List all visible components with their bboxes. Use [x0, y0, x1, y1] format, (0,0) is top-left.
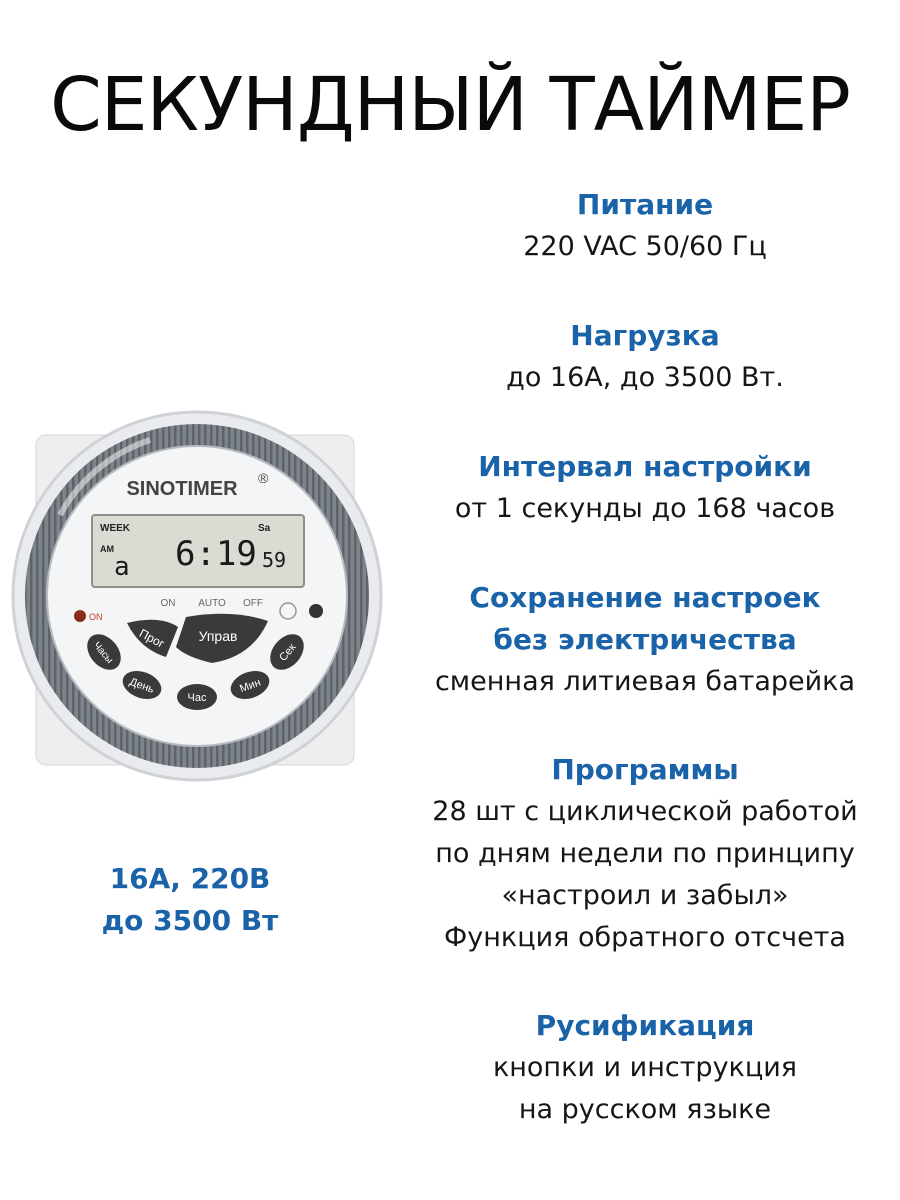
- spec-heading: Нагрузка: [570, 319, 720, 352]
- spec-interval: [410, 446, 880, 530]
- reset-button: [309, 604, 323, 618]
- spec-heading: Сохранение настроек: [469, 581, 821, 614]
- spec-value: на русском языке: [518, 1094, 772, 1125]
- spec-heading: Русификация: [535, 1009, 755, 1042]
- svg-text:Сек: Сек: [277, 641, 299, 664]
- timer-device-illustration: [0, 395, 400, 795]
- spec-heading: Интервал настройки: [478, 450, 812, 483]
- spec-heading: Питание: [576, 188, 714, 221]
- rating-label: [80, 858, 300, 942]
- svg-text:a: a: [114, 552, 130, 582]
- svg-text:Sa: Sa: [258, 523, 271, 534]
- power-led: [74, 610, 86, 622]
- svg-text:Управ: Управ: [198, 628, 238, 644]
- spec-load: [410, 315, 880, 399]
- brand-label: SINOTIMER: [126, 478, 238, 500]
- spec-localization: [410, 1005, 880, 1131]
- spec-value: Функция обратного отсчета: [444, 922, 846, 953]
- spec-power: [410, 184, 880, 268]
- spec-value: «настроил и забыл»: [501, 880, 789, 911]
- svg-text:Прог: Прог: [136, 626, 167, 651]
- spec-programs: [410, 749, 880, 959]
- svg-text:59: 59: [262, 548, 287, 572]
- svg-text:Мин: Мин: [238, 676, 263, 696]
- spec-value: до 16А, до 3500 Вт.: [506, 362, 784, 393]
- spec-memory: [410, 577, 880, 703]
- spec-list: [410, 184, 880, 1131]
- spec-heading: Программы: [551, 753, 739, 786]
- svg-text:AM: AM: [100, 544, 114, 554]
- svg-text:AUTO: AUTO: [198, 598, 226, 609]
- spec-heading-line2: без электричества: [493, 623, 797, 656]
- svg-text:ON: ON: [160, 598, 176, 609]
- spec-value: по дням недели по принципу: [435, 838, 855, 869]
- svg-text:ON: ON: [89, 612, 103, 622]
- spec-value: сменная литиевая батарейка: [434, 666, 856, 697]
- rating-line-2: до 3500 Вт: [101, 904, 279, 937]
- page-title: СЕКУНДНЫЙ ТАЙМЕР: [50, 62, 850, 148]
- svg-text:Часы: Часы: [90, 640, 115, 666]
- spec-value: кнопки и инструкция: [492, 1052, 798, 1083]
- svg-text:OFF: OFF: [243, 598, 263, 609]
- rating-line-1: 16А, 220В: [109, 862, 271, 895]
- svg-text:Час: Час: [187, 692, 207, 704]
- spec-value: от 1 секунды до 168 часов: [454, 493, 836, 524]
- svg-text:WEEK: WEEK: [100, 523, 130, 534]
- chas-button: [177, 684, 217, 710]
- svg-text:День: День: [127, 675, 156, 696]
- timer-device-image: [0, 395, 400, 795]
- lcd-time: 6:19: [175, 534, 257, 574]
- svg-text:®: ®: [258, 470, 269, 486]
- spec-value: 28 шт с циклической работой: [432, 796, 858, 827]
- spec-value: 220 VAC 50/60 Гц: [523, 231, 767, 262]
